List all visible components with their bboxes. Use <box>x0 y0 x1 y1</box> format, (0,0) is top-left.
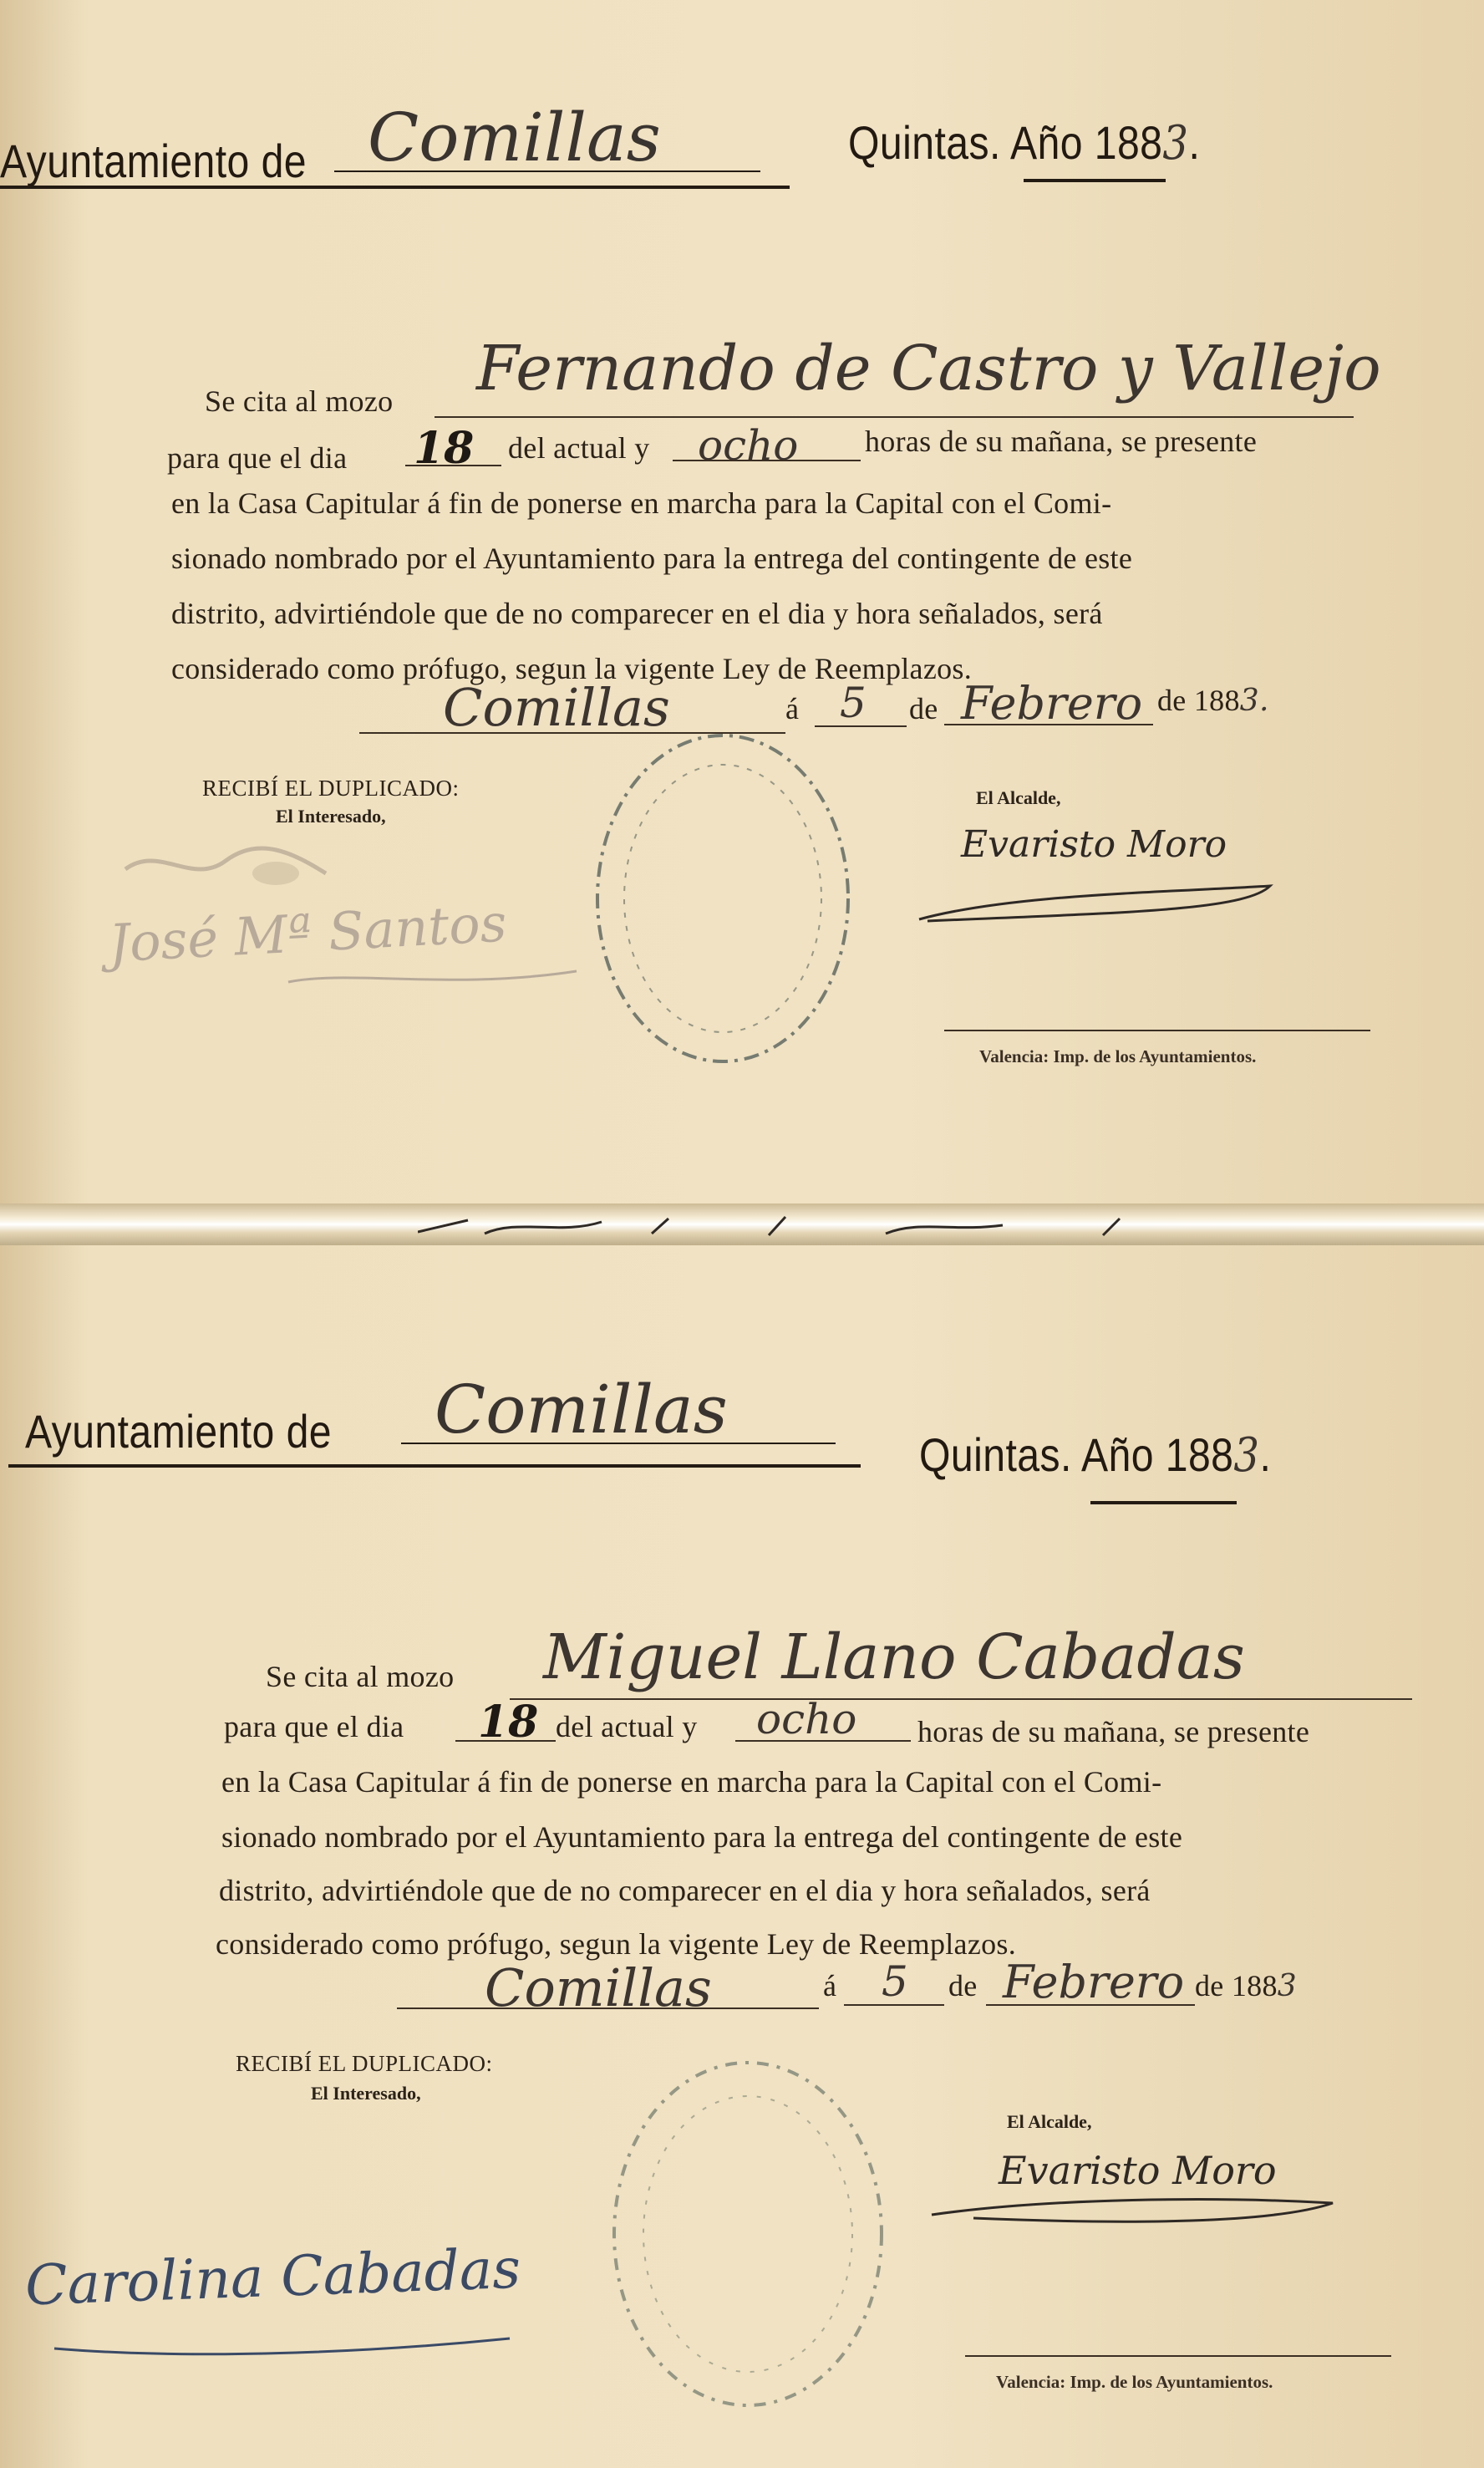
date-month: Febrero <box>961 677 1143 730</box>
year-underline <box>1090 1501 1237 1504</box>
receipt-sublabel: El Interesado, <box>311 2083 421 2104</box>
receipt-sublabel: El Interesado, <box>276 806 386 827</box>
dia-value: 18 <box>478 1697 539 1748</box>
body-line-3: en la Casa Capitular á fin de ponerse en marcha para la Capital con el Comi- <box>171 486 1112 520</box>
mozo-underline <box>435 416 1354 418</box>
mozo-name: Miguel Llano Cabadas <box>543 1621 1245 1693</box>
actual-label: del actual y <box>508 431 650 465</box>
alcalde-flourish <box>923 2181 1341 2231</box>
alcalde-label: El Alcalde, <box>976 787 1061 808</box>
name-underline <box>401 1443 836 1444</box>
body-line-5: distrito, advirtiéndole que de no comparecer en el dia y hora señalados, será <box>171 597 1103 630</box>
receipt-flourish <box>284 961 585 995</box>
alcalde-label: El Alcalde, <box>1007 2111 1092 2132</box>
mozo-name: Fernando de Castro y Vallejo <box>476 333 1381 405</box>
receipt-label: RECIBÍ EL DUPLICADO: <box>202 776 460 801</box>
quintas-label: Quintas. Año 1883. <box>848 116 1201 170</box>
body-line-3: en la Casa Capitular á fin de ponerse en marcha para la Capital con el Comi- <box>221 1765 1162 1799</box>
name-underline <box>334 170 760 172</box>
month-underline <box>944 724 1153 725</box>
receipt-signature: Carolina Cabadas <box>23 2236 522 2318</box>
alcalde-flourish <box>911 869 1278 928</box>
hora-value: ocho <box>698 421 799 470</box>
dia-label: para que el dia <box>224 1710 404 1743</box>
hora-value: ocho <box>756 1695 857 1743</box>
date-day: 5 <box>840 679 867 727</box>
header-rule <box>0 186 790 189</box>
mozo-label: Se cita al mozo <box>266 1660 455 1693</box>
seal-stamp <box>606 2054 890 2414</box>
day-underline <box>844 2004 944 2006</box>
horas-label: horas de su mañana, se presente <box>917 1715 1310 1748</box>
imprint: Valencia: Imp. de los Ayuntamientos. <box>979 1046 1257 1066</box>
receipt-label: RECIBÍ EL DUPLICADO: <box>236 2051 493 2076</box>
page-fold <box>0 1203 1484 1245</box>
hora-underline <box>735 1740 911 1742</box>
ayuntamiento-name: Comillas <box>368 99 661 176</box>
date-year: de 1883 <box>1195 1969 1297 2003</box>
ink-smudge <box>117 836 334 894</box>
body-line-5: distrito, advirtiéndole que de no comparecer en el dia y hora señalados, será <box>219 1874 1151 1907</box>
date-a: á <box>785 692 800 725</box>
imprint-rule <box>965 2355 1391 2357</box>
year-underline <box>1024 179 1166 182</box>
citation-form-2 <box>0 1245 1484 2468</box>
mozo-label: Se cita al mozo <box>205 384 394 418</box>
header-rule <box>8 1464 861 1468</box>
date-year: de 1883. <box>1157 684 1269 718</box>
alcalde-signature: Evaristo Moro <box>999 2148 1277 2193</box>
receipt-signature: José Mª Santos <box>107 892 509 974</box>
actual-label: del actual y <box>556 1710 698 1743</box>
dia-underline <box>455 1740 556 1742</box>
date-place: Comillas <box>443 677 670 738</box>
ayuntamiento-name: Comillas <box>435 1371 728 1448</box>
imprint-rule <box>944 1030 1370 1031</box>
month-underline <box>986 2004 1195 2006</box>
date-de: de <box>909 692 938 725</box>
dia-underline <box>405 465 501 466</box>
dia-value: 18 <box>414 423 475 474</box>
hora-underline <box>673 460 861 461</box>
citation-form-1 <box>0 0 1484 1203</box>
date-month: Febrero <box>1003 1956 1185 2008</box>
body-line-6: considerado como prófugo, segun la vigente Ley de Reemplazos. <box>216 1927 1017 1961</box>
date-a: á <box>823 1969 837 2002</box>
imprint: Valencia: Imp. de los Ayuntamientos. <box>996 2372 1273 2392</box>
alcalde-signature: Evaristo Moro <box>961 823 1227 866</box>
body-line-4: sionado nombrado por el Ayuntamiento para la entrega del contingente de este <box>171 542 1133 575</box>
body-line-6: considerado como prófugo, segun la vigente Ley de Reemplazos. <box>171 652 973 685</box>
bleed-through-ink <box>418 1214 1337 1239</box>
ayuntamiento-label: Ayuntamiento de <box>0 135 307 187</box>
date-place: Comillas <box>485 1957 712 2018</box>
seal-stamp <box>589 727 856 1070</box>
receipt-flourish <box>50 2332 518 2365</box>
date-de: de <box>948 1969 978 2002</box>
ayuntamiento-label: Ayuntamiento de <box>25 1405 333 1458</box>
quintas-label: Quintas. Año 1883. <box>919 1428 1272 1483</box>
horas-label: horas de su mañana, se presente <box>865 425 1258 458</box>
dia-label: para que el dia <box>167 441 348 475</box>
date-day: 5 <box>882 1957 908 2006</box>
body-line-4: sionado nombrado por el Ayuntamiento para la entrega del contingente de este <box>221 1820 1183 1854</box>
mozo-underline <box>510 1698 1412 1700</box>
